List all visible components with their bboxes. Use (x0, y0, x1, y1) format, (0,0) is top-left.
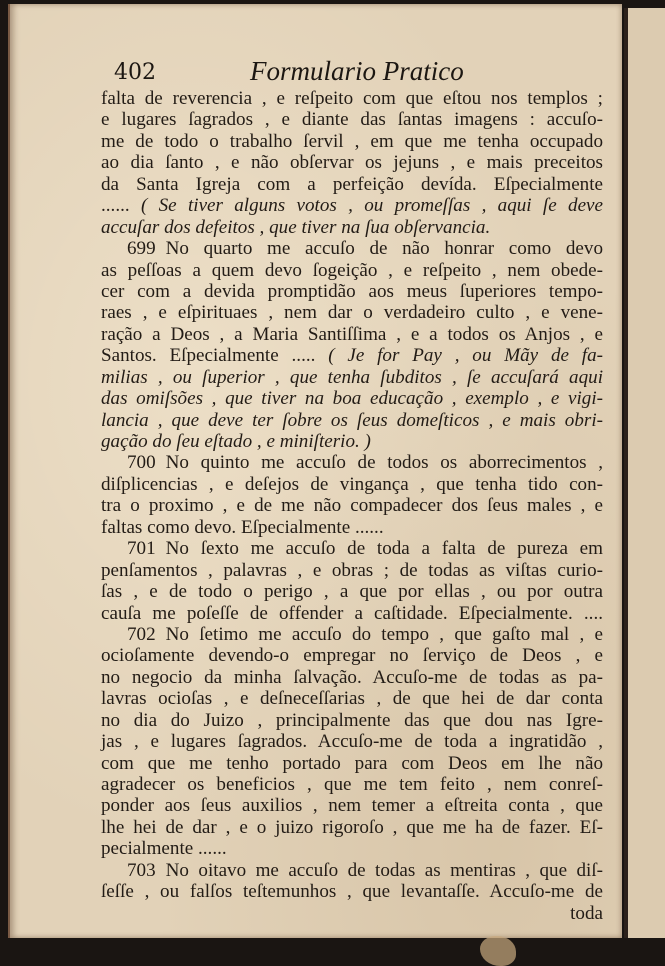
paragraph-number: 703 (127, 859, 156, 881)
paper-stain (480, 936, 516, 966)
line-text: falta de reverencia , e reſpeito com que eſtou nos templos ; (101, 88, 603, 109)
text-line (101, 474, 603, 495)
text-line (101, 517, 603, 538)
text-line (101, 731, 603, 752)
text-line (101, 903, 603, 924)
paragraph-start-line (101, 860, 603, 881)
line-text: ſas , e de todo o perigo , a que por ellas , ou por outra (101, 581, 603, 603)
text-line (101, 109, 603, 130)
paragraph-number: 702 (127, 623, 156, 645)
text-line (101, 560, 603, 581)
text-line (101, 302, 603, 323)
line-text: agradecer os beneficios , que me tem feito , nem conreſ- (101, 774, 603, 795)
text-line (101, 324, 603, 345)
page-header (114, 56, 604, 90)
text-line (101, 838, 603, 859)
line-text: faltas como devo. Eſpecialmente ...... (101, 516, 384, 538)
line-text: ( Se tiver alguns votos , ou promeſſas , aqui ſe deve (140, 195, 603, 217)
line-text: cauſa me poſeſſe de offender a caſtidade. Eſpecialmente. .... (101, 602, 603, 624)
text-line (101, 753, 603, 774)
line-text: ocioſamente devendo-o empregar no ſerviço de Deos , e (101, 645, 603, 667)
text-line (101, 774, 603, 795)
paragraph-number: 701 (127, 538, 156, 560)
line-text: No ſetimo me accuſo do tempo , que gaſto mal , e (165, 623, 603, 645)
line-text: pecialmente ...... (101, 838, 227, 860)
text-line (101, 410, 603, 431)
line-text: no negocio da minha ſalvação. Accuſo-me de todas as pa- (101, 666, 603, 688)
paragraph-start-line (101, 538, 603, 559)
text-line (101, 710, 603, 731)
adjacent-page-edge (624, 8, 665, 938)
text-line (101, 795, 603, 816)
line-text: No ſexto me accuſo de toda a falta de pureza em (165, 538, 603, 560)
line-text: lavras ocioſas , e deſneceſſarias , de que hei de dar conta (101, 688, 603, 710)
line-text: milias , ou ſuperior , que tenha ſubditos , ſe accuſará aqui (101, 366, 603, 388)
line-text: No oitavo me accuſo de todas as mentiras , que diſ- (165, 859, 603, 881)
line-prefix: Santos. Eſpecialmente ..... (101, 345, 329, 367)
paragraph-number: 700 (127, 452, 156, 474)
line-text: e lugares ſagrados , e diante das ſantas imagens : accuſo- (101, 109, 603, 131)
text-line (101, 131, 603, 152)
text-line (101, 645, 603, 666)
line-text: diſplicencias , e deſejos de vingança , que tenha tido con- (101, 473, 603, 495)
line-text: no dia do Juizo , principalmente das que dou nas Igre- (101, 709, 603, 731)
text-line (101, 367, 603, 388)
page-number: 402 (114, 60, 156, 85)
line-text: jas , e lugares ſagrados. Accuſo-me de toda a ingratidão , (101, 731, 603, 753)
paragraph-start-line (101, 452, 603, 473)
text-line (101, 667, 603, 688)
line-text: raes , e eſpirituaes , nem dar o verdadeiro culto , e vene- (101, 302, 603, 324)
line-text: lhe hei de dar , e o juizo rigoroſo , que me ha de fazer. Eſ- (101, 816, 603, 838)
paragraph-start-line (101, 624, 603, 645)
line-text: accuſar dos defeitos , que tiver na ſua obſervancia. (101, 216, 491, 238)
line-text: tra o proximo , e de me não compadecer dos ſeus males , e (101, 495, 603, 517)
line-text: No quarto me accuſo de não honrar como devo (165, 238, 603, 260)
line-text: ao dia ſanto , e não obſervar os jejuns , e mais preceitos (101, 152, 603, 174)
line-text: ração a Deos , a Maria Santiſſima , e a todos os Anjos , e (101, 323, 603, 345)
paragraph-number: 699 (127, 238, 156, 260)
text-line (101, 688, 603, 709)
text-line (101, 174, 603, 195)
line-text: as peſſoas a quem devo ſogeição , e reſpeito , nem obede- (101, 259, 603, 281)
line-text: penſamentos , palavras , e obras ; de todas as viſtas curio- (101, 559, 603, 581)
line-text: ( Je for Pay , ou Mãy de fa- (328, 345, 603, 367)
paragraph-start-line (101, 238, 603, 259)
line-text: gação do ſeu eſtado , e miniſterio. ) (101, 431, 371, 452)
running-title: Formulario Pratico (250, 56, 464, 86)
line-text: ponder aos ſeus auxilios , nem temer a eſtreita conta , que (101, 795, 603, 817)
text-line (101, 581, 603, 602)
text-line (101, 388, 603, 409)
text-line (101, 345, 603, 366)
text-line (101, 603, 603, 624)
line-text: No quinto me accuſo de todos os aborrecimentos , (165, 452, 603, 474)
text-line (101, 281, 603, 302)
line-text: toda (570, 902, 603, 924)
text-line (101, 817, 603, 838)
line-text: da Santa Igreja com a perfeição devída. Eſpecialmente (101, 173, 603, 195)
line-text: das omiſsões , que tiver na boa educação , exemplo , e vigi- (101, 388, 603, 410)
line-text: ſeſſe , ou falſos teſtemunhos , que levantaſſe. Accuſo-me de (101, 881, 603, 903)
line-text: me de todo o trabalho ſervil , em que me tenha occupado (101, 130, 603, 152)
text-line (101, 217, 603, 238)
body-text (101, 88, 603, 924)
text-line (101, 431, 603, 452)
text-line (101, 88, 603, 109)
text-line (101, 195, 603, 216)
line-text: com que me tenho portado para com Deos em lhe não (101, 752, 603, 774)
text-line (101, 495, 603, 516)
line-text: lancia , que deve ter ſobre os ſeus domeſticos , e mais obri- (101, 409, 603, 431)
text-line (101, 152, 603, 173)
text-line (101, 881, 603, 902)
line-text: cer com a devida promptidão aos meus ſuperiores tempo- (101, 280, 603, 302)
text-line (101, 260, 603, 281)
line-prefix: ...... (101, 195, 141, 217)
